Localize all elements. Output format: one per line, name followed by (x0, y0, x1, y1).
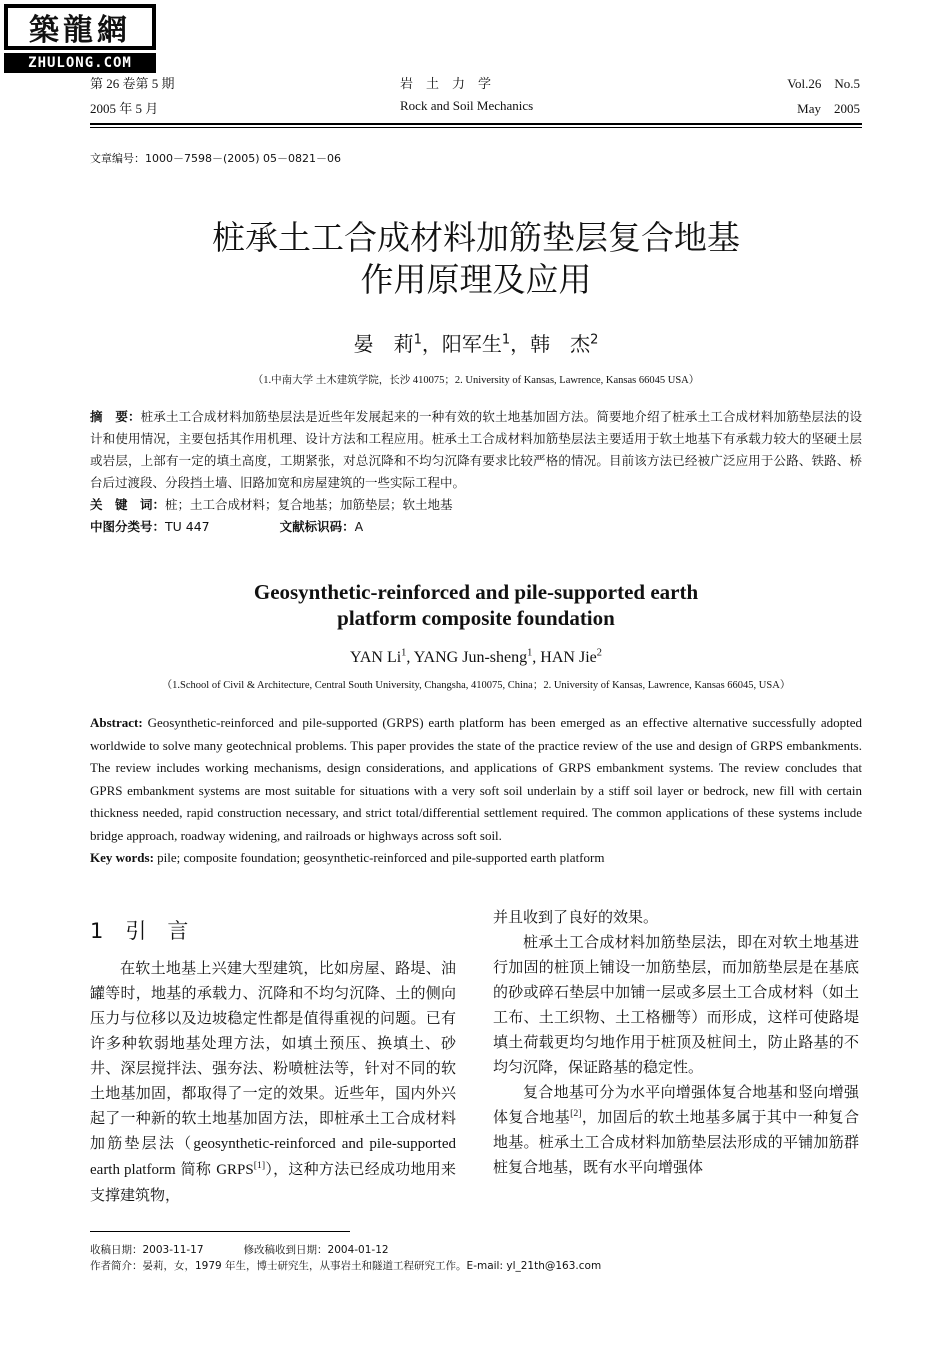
author-sep-2: ， (510, 332, 531, 356)
body-column-right (493, 905, 859, 1180)
abstract-zh (90, 406, 862, 538)
watermark-url: ZHULONG.COM (4, 53, 156, 73)
header-journal-zh: 岩 土 力 学 (400, 77, 492, 92)
footnote-received: 收稿日期：2003-11-17 (90, 1244, 204, 1256)
author-en-1: YAN Li (350, 649, 402, 666)
affiliation-en: （1.School of Civil & Architecture, Central South University, Changsha, 410075, China；2. University of Kansas, Lawrence, Kansas 66045, USA） (161, 680, 791, 691)
left-p1-abbr-label: 简称 (175, 1160, 217, 1178)
keywords-en-label: Key words: (90, 850, 154, 865)
header-rule-thin (90, 127, 862, 128)
section-1-number: 1 (90, 919, 104, 943)
author-en-2-sup: 1 (527, 647, 533, 659)
footnote-revised: 修改稿收到日期：2004-01-12 (243, 1244, 389, 1256)
left-p1-end: ），这种方法已经成功地用来支撑建筑物， (90, 1160, 456, 1204)
abstract-zh-label: 摘 要： (90, 409, 141, 424)
watermark-logo (4, 4, 156, 76)
author-en-2: , YANG Jun-sheng (406, 649, 528, 666)
title-en-line2: platform composite foundation (337, 606, 615, 630)
header-date: 2005 年 5 月 (90, 101, 159, 116)
title-zh-line1: 桩承土工合成材料加筋垫层复合地基 (212, 218, 740, 257)
author-en-1-sup: 1 (401, 647, 407, 659)
left-p1-ref: [1] (253, 1160, 266, 1171)
header-issue: 第 26 卷第 5 期 (90, 76, 175, 91)
keywords-zh-text: 桩；土工合成材料；复合地基；加筋垫层；软土地基 (165, 497, 453, 512)
author-zh-3-sup: 2 (590, 332, 599, 348)
doc-code-label: 文献标识码： (279, 519, 355, 534)
author-zh-3: 韩 杰 (530, 332, 591, 356)
right-p1-text: 桩承土工合成材料加筋垫层法，即在对软土地基进行加固的桩顶上铺设一加筋垫层，而加筋垫层是在基底的砂或碎石垫层中加铺一层或多层土工合成材料（如土工布、土工织物、土工格栅等）而形成，这样可使路堤填土荷载更均匀地作用于桩顶及桩间土，防止路基的不均匀沉降，保证路基的稳定性。 (493, 933, 859, 1076)
keywords-en-text: pile; composite foundation; geosynthetic-reinforced and pile-supported earth platform (157, 850, 605, 865)
header-month: May 2005 (797, 101, 860, 116)
author-zh-2-sup: 1 (501, 332, 511, 348)
keywords-zh-label: 关 键 词： (90, 497, 166, 512)
title-zh-line2: 作用原理及应用 (360, 260, 592, 299)
author-en-3: , HAN Jie (532, 649, 597, 666)
left-p1-text: 在软土地基上兴建大型建筑，比如房屋、路堤、油罐等时，地基的承载力、沉降和不均匀沉降、土的侧向压力与位移以及边坡稳定性都是值得重视的问题。已有许多种软弱地基处理方法，如填土预压、换填土、砂井、深层搅拌法、强夯法、粉喷桩法等，针对不同的软土地基加固，都取得了一定的效果。近些年，国内外兴起了一种新的软土地基加固方法，即桩承土工合成材料加筋垫层法（ (90, 959, 456, 1152)
header-volume: Vol.26 No.5 (787, 76, 860, 91)
left-p1-abbr: GRPS (216, 1162, 254, 1178)
right-p2-ref: [2] (570, 1108, 582, 1119)
article-number: 文章编号：1000－7598－(2005) 05－0821－06 (90, 152, 342, 165)
affiliation-zh: （1.中南大学 土木建筑学院，长沙 410075；2. University of Kansas, Lawrence, Kansas 66045 USA） (252, 375, 700, 386)
authors-zh (90, 328, 862, 357)
body-column-left (90, 956, 456, 1208)
abstract-en-text: Geosynthetic-reinforced and pile-supported (GRPS) earth platform has been emerged as an effective alternative successfully adopted worldwide to solve many geotechnical problems. This paper provides the state of the practice review of the use and design of GRPS embankments. The review includes working mechanisms, design considerations, and applications of GRPS embankment systems. The review concludes that GPRS embankment systems are most suitable for situations with a very soft soil underlain by a stiff soil layer or bedrock, new fill with certain thickness needed, rapid construction necessary, and strict total/differential settlement required. The common applications of these systems include bridge approach, roadway widening, and railroads or highways across soft soil. (90, 715, 862, 843)
section-1-heading (90, 915, 188, 945)
author-zh-2: 阳军生 (441, 332, 502, 356)
header-journal-en: Rock and Soil Mechanics (400, 98, 534, 113)
title-en (90, 579, 862, 631)
section-1-title: 引 言 (125, 919, 189, 943)
footnote-rule (90, 1231, 350, 1232)
footnote-dates (90, 1242, 389, 1257)
author-zh-1: 晏 莉 (353, 332, 414, 356)
right-p0-text: 并且收到了良好的效果。 (493, 908, 659, 926)
classification-value: TU 447 (165, 519, 210, 534)
abstract-en (90, 712, 862, 870)
classification-label: 中图分类号： (90, 519, 166, 534)
watermark-chinese: 築龍網 (4, 4, 156, 50)
author-sep-1: ， (421, 332, 442, 356)
author-zh-1-sup: 1 (413, 332, 422, 348)
header-rule-thick (90, 123, 862, 125)
doc-code-value: A (354, 519, 364, 534)
author-en-3-sup: 2 (596, 647, 602, 659)
right-p2-text-a: 复合地基可分为水平向增强体复合地基和竖向增强体复合地基 (493, 1083, 859, 1126)
footnote-author: 作者简介：晏莉，女，1979 年生，博士研究生，从事岩土和隧道工程研究工作。E-mail: yl_21th@163.com (90, 1260, 602, 1272)
abstract-zh-text: 桩承土工合成材料加筋垫层法是近些年发展起来的一种有效的软土地基加固方法。简要地介绍了桩承土工合成材料加筋垫层法的设计和使用情况，主要包括其作用机理、设计方法和工程应用。桩承土工合成材料加筋垫层法主要适用于软土地基下有承载力较大的坚硬土层或岩层，上部有一定的填土高度，工期紧张，对总沉降和不均匀沉降有要求比较严格的情况。目前该方法已经被广泛应用于公路、铁路、桥台后过渡段、分段挡土墙、旧路加宽和房屋建筑的一些实际工程中。 (90, 409, 862, 490)
authors-en (90, 649, 862, 667)
right-p2-text-b: ，加固后的软土地基多属于其中一种复合地基。桩承土工合成材料加筋垫层法形成的平铺加筋群桩复合地基，既有水平向增强体 (493, 1108, 859, 1176)
title-en-line1: Geosynthetic-reinforced and pile-supported earth (253, 580, 699, 604)
left-p1-en-term: geosynthetic-reinforced and pile-supported earth platform (90, 1136, 456, 1178)
abstract-en-label: Abstract: (90, 715, 143, 730)
title-zh (90, 217, 862, 301)
